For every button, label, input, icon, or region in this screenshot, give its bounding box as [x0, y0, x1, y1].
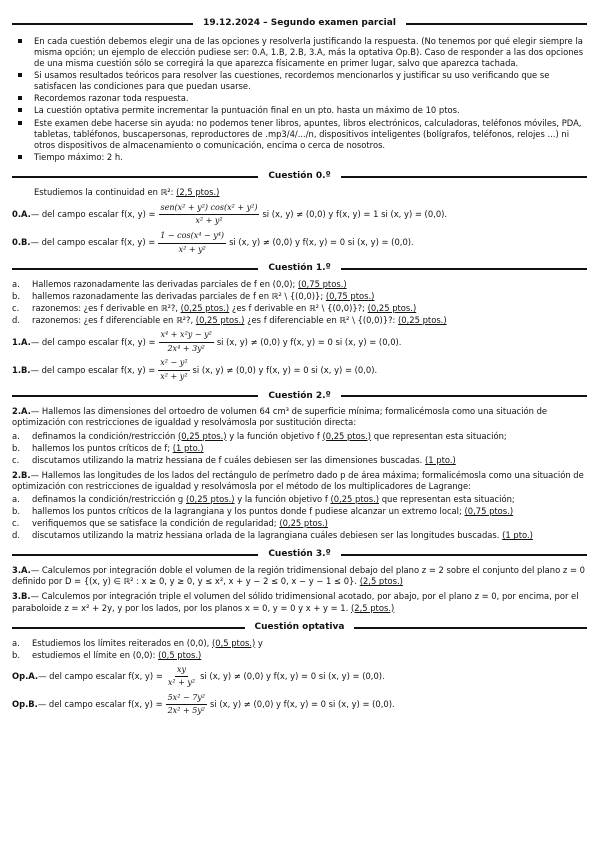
task-text: hallemos los puntos críticos de f; — [32, 442, 171, 453]
section-header-q3 — [12, 549, 587, 561]
fraction — [158, 358, 189, 382]
option-text: — Hallemos las dimensiones del ortoedro de volumen 64 cm³ de superficie mínima; formalicémosla como una situación de optimización con restricciones de igualdad y resolvámosla por sustitución directa: — [12, 406, 548, 428]
exam-page — [12, 18, 587, 721]
points-label: (1 pto.) — [502, 530, 533, 541]
fraction-denominator: x² + y² — [160, 371, 188, 381]
task-letter: b. — [12, 649, 20, 660]
points-label: (0,25 ptos.) — [330, 494, 380, 505]
section-rule — [12, 554, 258, 556]
task-letter: a. — [12, 494, 20, 505]
option-text: — del campo escalar f(x, y) = — [30, 364, 156, 375]
option-tail: si (x, y) ≠ (0,0) y f(x, y) = 0 si (x, y) = (0,0). — [200, 671, 385, 682]
section-rule — [341, 395, 587, 397]
option-label: 2.A. — [12, 406, 31, 417]
option-text: — Calculemos por integración doble el volumen de la región tridimensional debajo del plano z = 2 sobre el conjunto del plano z = 0 definido por D = {(x, y) ∈ ℝ² : x ≥ 0, y ≥ 0, y ≤ x², x + y − 2 ≤ 0, x − y − 1 ≤ 0}. — [12, 565, 585, 587]
q3-option-a — [12, 565, 587, 587]
fraction — [166, 693, 207, 717]
fraction-numerator: sen(x² + y²) cos(x² + y²) — [159, 203, 260, 216]
points-label: (0,25 ptos.) — [180, 303, 230, 314]
section-rule — [12, 176, 258, 178]
task-item — [12, 494, 587, 505]
option-text: — del campo escalar f(x, y) = — [37, 699, 163, 710]
task-text: razonemos: ¿es f diferenciable en ℝ²?, — [32, 315, 194, 326]
option-tail: si (x, y) ≠ (0,0) y f(x, y) = 1 si (x, y) = (0,0). — [262, 209, 448, 220]
option-tail: si (x, y) ≠ (0,0) y f(x, y) = 0 si (x, y) = (0,0). — [229, 237, 414, 248]
q1-tasks — [12, 279, 587, 326]
section-rule — [354, 627, 587, 629]
points-label: (1 pto.) — [425, 454, 456, 465]
rule-item: Este examen debe hacerse sin ayuda: no podemos tener libros, apuntes, libros electrónicos, calculadoras, teléfonos móviles, PDA, tabletas, tabléfonos, buscapersonas, reproductores de .mp3/4/.../n, dispositivos inteligentes (bolígrafos, teléfonos, relojes ...) ni otros dispositivos de almacenamiento o comunicación, encima o cerca de nosotros. — [24, 118, 587, 151]
task-letter: d. — [12, 530, 20, 541]
points-label: (1 pto.) — [172, 442, 204, 453]
task-text: verifiquemos que se satisface la condición de regularidad; — [32, 518, 277, 529]
task-item — [12, 315, 587, 326]
q0-intro-text: Estudiemos la continuidad en ℝ²: — [34, 186, 174, 197]
task-letter: c. — [12, 303, 20, 314]
points-label: (0,75 ptos.) — [325, 291, 375, 302]
task-text: discutamos utilizando la matriz hessiana de f cuáles debiesen ser las dimensiones buscadas. — [32, 454, 423, 465]
fraction — [159, 330, 214, 354]
fraction-denominator: x² + y² — [167, 678, 196, 688]
option-label: 2.B. — [12, 469, 31, 480]
task-text: y — [257, 637, 263, 648]
task-text: que representan esta situación; — [373, 430, 507, 441]
fraction-numerator: x² − y² — [158, 358, 189, 371]
option-tail: si (x, y) ≠ (0,0) y f(x, y) = 0 si (x, y) = (0,0). — [210, 699, 395, 710]
fraction-denominator: 2x² + 5y² — [167, 706, 206, 716]
points-label: (0,25 ptos.) — [279, 518, 328, 529]
option-label: Op.A. — [12, 671, 39, 682]
header-rule-right — [406, 23, 587, 25]
option-label: 1.A. — [12, 336, 31, 347]
option-tail: si (x, y) ≠ (0,0) y f(x, y) = 0 si (x, y) = (0,0). — [216, 336, 402, 347]
header-rule-left — [12, 23, 193, 25]
task-letter: b. — [12, 506, 20, 517]
points-label: (0,25 ptos.) — [177, 430, 227, 441]
task-item — [12, 455, 587, 466]
task-letter: c. — [12, 454, 20, 465]
task-letter: a. — [12, 430, 20, 441]
task-item — [12, 431, 587, 442]
section-header-q0 — [12, 171, 587, 183]
task-item — [12, 443, 587, 454]
q0-option-a — [12, 203, 587, 227]
task-letter: a. — [12, 278, 20, 289]
task-item — [12, 291, 587, 302]
points-label: (0,75 ptos.) — [298, 278, 347, 289]
exam-header — [12, 18, 587, 30]
section-rule — [12, 268, 258, 270]
task-item — [12, 506, 587, 517]
fraction — [158, 231, 226, 255]
section-header-q2 — [12, 391, 587, 403]
section-rule — [12, 395, 258, 397]
section-title: Cuestión 1.º — [268, 263, 331, 274]
task-letter: d. — [12, 315, 20, 326]
points-label: (0,25 ptos.) — [398, 315, 447, 326]
section-rule — [12, 627, 245, 629]
task-text: ¿es f diferenciable en ℝ² \ {(0,0)}?: — [247, 315, 396, 326]
task-letter: c. — [12, 518, 20, 529]
task-text: hallemos los puntos críticos de la lagrangiana y los puntos donde f pudiese alcanzar un extremo local; — [32, 506, 462, 517]
rule-item: Recordemos razonar toda respuesta. — [24, 93, 587, 104]
rule-item: Si usamos resultados teóricos para resolver las cuestiones, recordemos mencionarlos y justificar su uso verificando que se satisfacen las condiciones para que puedan usarse. — [24, 70, 587, 92]
q2a-tasks — [12, 431, 587, 466]
section-rule — [341, 176, 587, 178]
points-label: (2,5 ptos.) — [350, 602, 395, 613]
option-text: — del campo escalar f(x, y) = — [38, 671, 163, 682]
points-label: (0,75 ptos.) — [464, 506, 514, 517]
task-text: que representan esta situación; — [381, 494, 515, 505]
task-text: definamos la condición/restricción g — [32, 494, 184, 505]
points-label: (0,25 ptos.) — [195, 315, 245, 326]
option-text: — del campo escalar f(x, y) = — [30, 336, 156, 347]
task-text: Estudiemos los límites reiterados en (0,0), — [32, 637, 210, 648]
task-item — [12, 650, 587, 661]
section-rule — [341, 268, 587, 270]
q3-option-b — [12, 591, 587, 613]
task-text: y la función objetivo f — [237, 494, 328, 505]
q1-option-b — [12, 358, 587, 382]
exam-title: 19.12.2024 – Segundo examen parcial — [203, 18, 396, 28]
section-header-optional — [12, 622, 587, 634]
task-item — [12, 303, 587, 314]
rule-item: Tiempo máximo: 2 h. — [24, 152, 587, 163]
fraction — [159, 203, 260, 227]
points-label: (2,5 ptos.) — [176, 186, 220, 197]
optional-option-b — [12, 693, 587, 717]
rules-list — [12, 36, 587, 163]
points-label: (2,5 ptos.) — [359, 576, 403, 587]
option-text: — Hallemos las longitudes de los lados del rectángulo de perímetro dado p de área máxima; formalicémosla como una situación de optimización con restricciones de igualdad y resolvámosla por el método de los multiplicadores de Lagrange: — [12, 469, 584, 491]
fraction-numerator: xy — [175, 665, 188, 678]
fraction — [166, 665, 197, 689]
option-label: Op.B. — [12, 699, 38, 710]
section-title: Cuestión 0.º — [268, 170, 331, 181]
section-title: Cuestión 3.º — [268, 549, 331, 560]
section-header-q1 — [12, 263, 587, 275]
q2b-tasks — [12, 494, 587, 541]
task-text: discutamos utilizando la matriz hessiana orlada de la lagrangiana cuáles debiesen ser las longitudes buscadas. — [32, 530, 500, 541]
optional-tasks — [12, 638, 587, 661]
option-tail: si (x, y) ≠ (0,0) y f(x, y) = 0 si (x, y) = (0,0). — [192, 364, 378, 375]
fraction-numerator: x⁴ + x²y − y² — [159, 330, 214, 343]
fraction-numerator: 5x² − 7y² — [166, 693, 207, 706]
task-text: definamos la condición/restricción — [32, 430, 176, 441]
points-label: (0,5 ptos.) — [211, 637, 256, 648]
option-label: 3.A. — [12, 565, 31, 576]
q2-option-a — [12, 406, 587, 428]
option-text: — Calculemos por integración triple el volumen del sólido tridimensional acotado, por abajo, por el plano z = 0, por encima, por el paraboloide z = x² + 2y, y por los lados, por los planos x = 0, y = 0 y x + y = 1. — [12, 591, 579, 613]
fraction-denominator: x² + y² — [178, 244, 206, 254]
q1-option-a — [12, 330, 587, 354]
task-item — [12, 530, 587, 541]
task-letter: b. — [12, 291, 20, 302]
rule-item: En cada cuestión debemos elegir una de las opciones y resolverla justificando la respuesta. (No tenemos por qué elegir siempre la misma opción; un ejemplo de elección pudiese ser: 0.A, 1.B, 2.B, 3.A, más la optativa Op.B). Caso de responder a las dos opciones de una misma cuestión sólo se corregirá la que aparezca físicamente en primer lugar, salvo que aparezca tachada. — [24, 36, 587, 69]
q0-option-b — [12, 231, 587, 255]
option-text: — del campo escalar f(x, y) = — [30, 209, 156, 220]
task-text: hallemos razonadamente las derivadas parciales de f en ℝ² \ {(0,0)}; — [32, 291, 324, 302]
option-label: 3.B. — [12, 591, 31, 602]
option-label: 1.B. — [12, 364, 31, 375]
task-text: ¿es f derivable en ℝ² \ {(0,0)}?; — [231, 303, 365, 314]
q0-intro — [12, 187, 587, 198]
task-text: estudiemos el límite en (0,0): — [32, 649, 156, 660]
option-label: 0.A. — [12, 209, 31, 220]
points-label: (0,25 ptos.) — [367, 303, 417, 314]
section-title: Cuestión 2.º — [268, 390, 331, 401]
task-letter: b. — [12, 442, 20, 453]
task-text: y la función objetivo f — [229, 430, 320, 441]
task-item — [12, 518, 587, 529]
fraction-denominator: 2x⁴ + 3y² — [167, 343, 205, 353]
rule-item: La cuestión optativa permite incrementar la puntuación final en un pto. hasta un máximo de 10 ptos. — [24, 105, 587, 116]
task-item — [12, 638, 587, 649]
q2-option-b — [12, 470, 587, 492]
section-title: Cuestión optativa — [254, 621, 345, 632]
task-item — [12, 279, 587, 290]
task-letter: a. — [12, 637, 20, 648]
option-text: — del campo escalar f(x, y) = — [30, 237, 156, 248]
section-rule — [341, 554, 587, 556]
task-text: Hallemos razonadamente las derivadas parciales de f en (0,0); — [32, 278, 296, 289]
task-text: razonemos: ¿es f derivable en ℝ²?, — [32, 303, 178, 314]
points-label: (0,25 ptos.) — [322, 430, 372, 441]
points-label: (0,25 ptos.) — [185, 494, 235, 505]
fraction-numerator: 1 − cos(x⁴ − y⁴) — [158, 231, 226, 244]
option-label: 0.B. — [12, 237, 31, 248]
points-label: (0,5 ptos.) — [158, 649, 202, 660]
fraction-denominator: x² + y² — [195, 216, 223, 226]
optional-option-a — [12, 665, 587, 689]
